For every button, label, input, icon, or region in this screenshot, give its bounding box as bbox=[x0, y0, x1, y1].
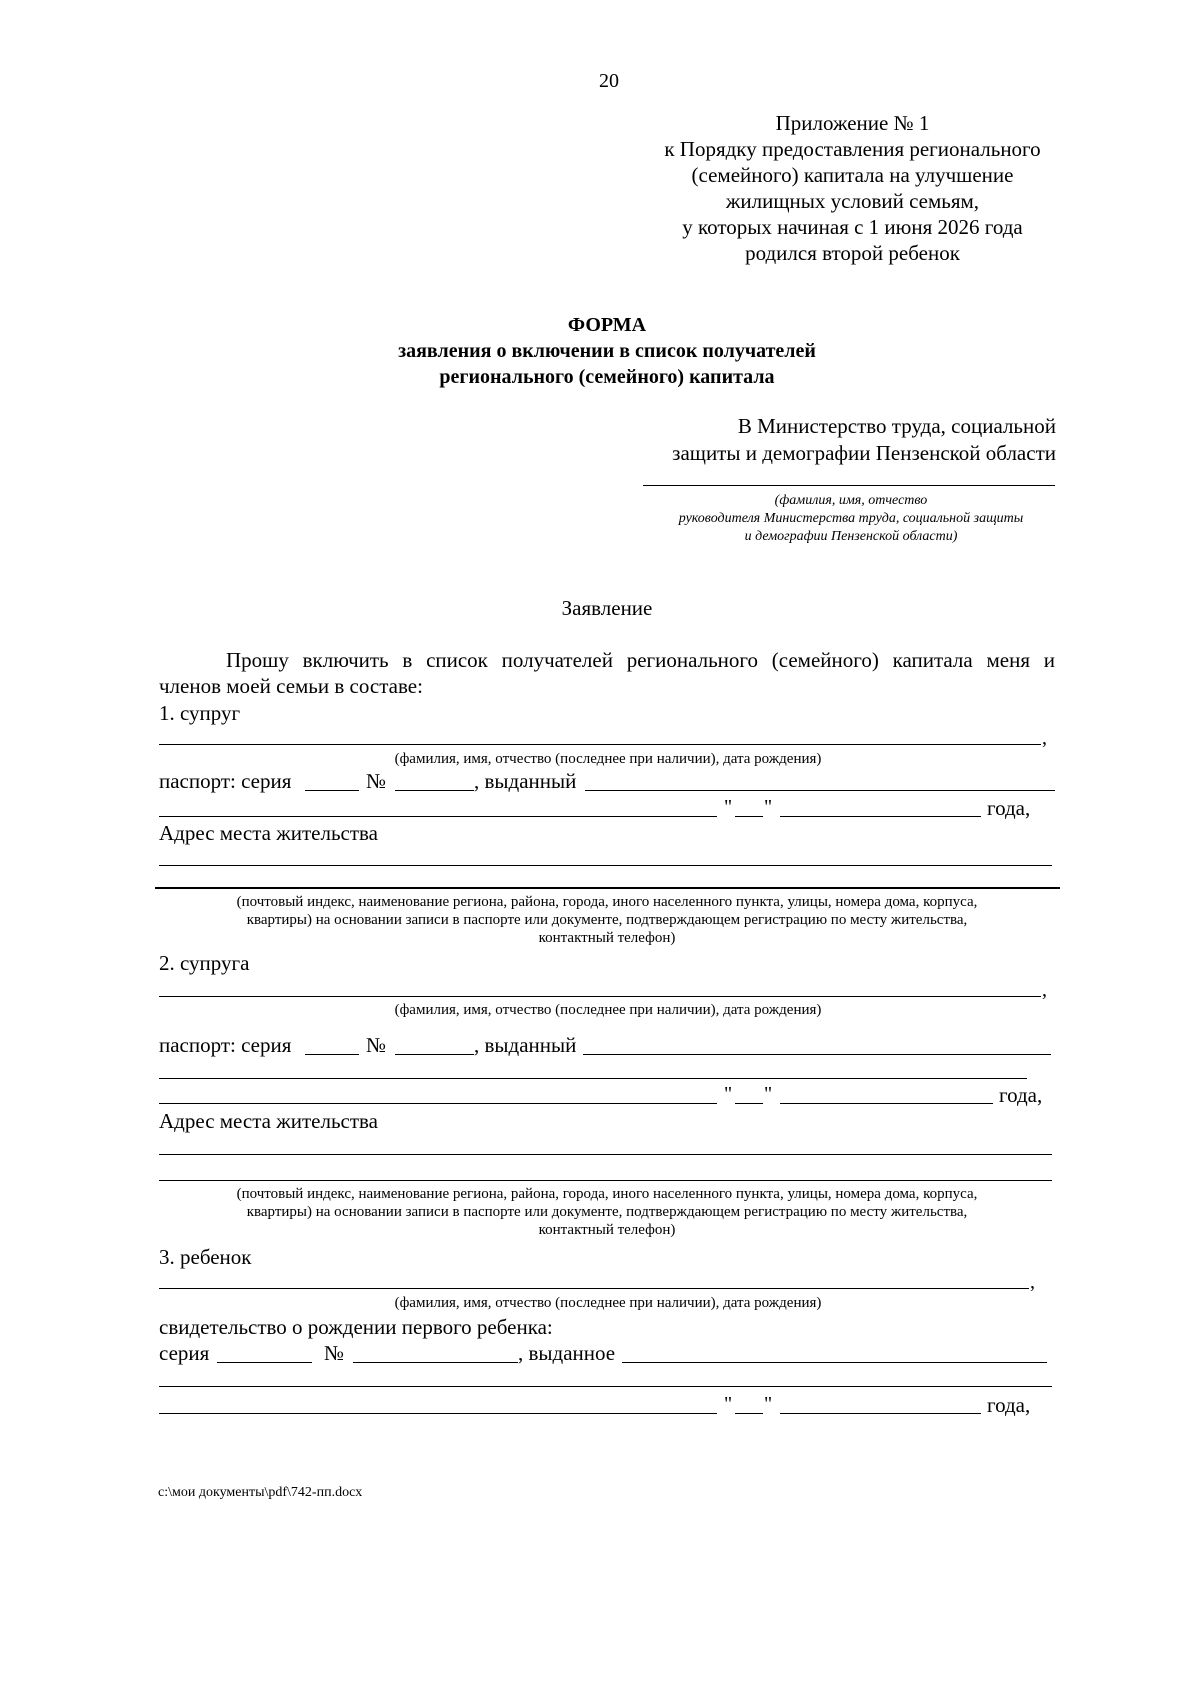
member1-series-field[interactable] bbox=[305, 790, 359, 791]
member2-number-field[interactable] bbox=[395, 1054, 474, 1055]
member3-series-field[interactable] bbox=[217, 1362, 312, 1363]
member3-day-field[interactable] bbox=[735, 1413, 763, 1414]
member1-num-sign: № bbox=[366, 769, 387, 793]
member1-passport-label: паспорт: серия bbox=[159, 769, 292, 793]
member2-series-field[interactable] bbox=[305, 1054, 359, 1055]
member2-address-note2: квартиры) на основании записи в паспорте или документе, подтверждающем регистрацию по месту жительства, bbox=[246, 1204, 968, 1220]
member2-issued-label: , выданный bbox=[474, 1033, 577, 1057]
addressee-note2: руководителя Министерства труда, социальной защиты bbox=[678, 511, 1024, 526]
member2-issued-field-2[interactable] bbox=[159, 1078, 1027, 1079]
member1-issued-field-2[interactable] bbox=[159, 816, 717, 817]
member1-issued-label: , выданный bbox=[474, 769, 577, 793]
member2-label: 2. супруга bbox=[159, 951, 250, 975]
member2-passport-label: паспорт: серия bbox=[159, 1033, 292, 1057]
member2-quote-close: " bbox=[764, 1083, 773, 1105]
member2-comma: , bbox=[1042, 979, 1047, 1001]
member2-year-label: года, bbox=[999, 1083, 1043, 1107]
member1-fio-note: (фамилия, имя, отчество (последнее при наличии), дата рождения) bbox=[394, 751, 822, 767]
member3-fio-note: (фамилия, имя, отчество (последнее при наличии), дата рождения) bbox=[394, 1295, 822, 1311]
addressee-line1: В Министерство труда, социальной bbox=[737, 414, 1056, 438]
member2-quote-open: " bbox=[724, 1083, 733, 1105]
statement-para-line2: членов моей семьи в составе: bbox=[159, 674, 423, 698]
member2-address-note3: контактный телефон) bbox=[538, 1222, 676, 1238]
member1-quote-close: " bbox=[764, 796, 773, 818]
member3-issued-label: , выданное bbox=[518, 1341, 616, 1365]
member2-issued-field[interactable] bbox=[583, 1054, 1051, 1055]
member2-address-note1: (почтовый индекс, наименование региона, района, города, иного населенного пункта, улицы, номера дома, корпуса, bbox=[236, 1186, 978, 1202]
member2-address-label: Адрес места жительства bbox=[159, 1109, 378, 1133]
member1-month-year-field[interactable] bbox=[780, 816, 981, 817]
member3-year-label: года, bbox=[987, 1393, 1031, 1417]
member1-label: 1. супруг bbox=[159, 701, 241, 725]
member1-address-line2[interactable] bbox=[155, 887, 1060, 889]
addressee-note1: (фамилия, имя, отчество bbox=[774, 493, 928, 508]
member3-number-field[interactable] bbox=[353, 1362, 518, 1363]
member3-issued-field-3[interactable] bbox=[159, 1413, 717, 1414]
footer-file-path: c:\мои документы\pdf\742-пп.docx bbox=[158, 1485, 363, 1500]
appendix-line: родился второй ребенок bbox=[745, 241, 960, 265]
member3-quote-open: " bbox=[724, 1393, 733, 1415]
member3-month-year-field[interactable] bbox=[780, 1413, 981, 1414]
member1-comma: , bbox=[1042, 727, 1047, 749]
member3-comma: , bbox=[1030, 1271, 1035, 1293]
statement-para-line1: Прошу включить в список получателей регионального (семейного) капитала меня и bbox=[226, 648, 1055, 672]
appendix-line: Приложение № 1 bbox=[775, 111, 930, 135]
member3-issued-field-2[interactable] bbox=[159, 1386, 1052, 1387]
member2-address-line2[interactable] bbox=[159, 1180, 1052, 1181]
page-number: 20 bbox=[599, 70, 619, 92]
addressee-line2: защиты и демографии Пензенской области bbox=[672, 441, 1056, 465]
member1-address-line1[interactable] bbox=[159, 865, 1052, 866]
member3-num-sign: № bbox=[324, 1341, 345, 1365]
member1-address-note1: (почтовый индекс, наименование региона, района, города, иного населенного пункта, улицы, номера дома, корпуса, bbox=[236, 894, 978, 910]
member2-address-line1[interactable] bbox=[159, 1154, 1052, 1155]
member2-day-field[interactable] bbox=[735, 1103, 763, 1104]
member3-fio-line[interactable] bbox=[159, 1288, 1029, 1289]
member2-month-year-field[interactable] bbox=[780, 1103, 993, 1104]
member2-issued-field-3[interactable] bbox=[159, 1103, 717, 1104]
appendix-line: у которых начиная с 1 июня 2026 года bbox=[682, 215, 1023, 239]
statement-title: Заявление bbox=[561, 596, 653, 620]
member3-series-label: серия bbox=[159, 1341, 210, 1365]
addressee-note3: и демографии Пензенской области) bbox=[744, 529, 958, 544]
member3-quote-close: " bbox=[764, 1393, 773, 1415]
form-subtitle-line2: регионального (семейного) капитала bbox=[439, 366, 775, 388]
birth-cert-label: свидетельство о рождении первого ребенка: bbox=[159, 1315, 553, 1339]
member3-issued-field[interactable] bbox=[622, 1362, 1047, 1363]
member2-fio-note: (фамилия, имя, отчество (последнее при наличии), дата рождения) bbox=[394, 1002, 822, 1018]
member1-day-field[interactable] bbox=[735, 816, 763, 817]
appendix-block bbox=[645, 113, 1060, 269]
member1-year-label: года, bbox=[987, 796, 1031, 820]
member2-num-sign: № bbox=[366, 1033, 387, 1057]
member3-label: 3. ребенок bbox=[159, 1245, 252, 1269]
member1-address-label: Адрес места жительства bbox=[159, 821, 378, 845]
form-title: ФОРМА bbox=[567, 314, 647, 336]
member1-address-note2: квартиры) на основании записи в паспорте или документе, подтверждающем регистрацию по месту жительства, bbox=[246, 912, 968, 928]
member1-issued-field[interactable] bbox=[585, 790, 1055, 791]
member1-number-field[interactable] bbox=[395, 790, 474, 791]
appendix-line: жилищных условий семьям, bbox=[725, 189, 980, 213]
form-subtitle-line1: заявления о включении в список получателей bbox=[398, 340, 816, 362]
addressee-fill-line[interactable] bbox=[643, 485, 1055, 486]
member1-fio-line[interactable] bbox=[159, 744, 1041, 745]
appendix-line: (семейного) капитала на улучшение bbox=[691, 163, 1014, 187]
member1-address-note3: контактный телефон) bbox=[538, 930, 676, 946]
member2-fio-line[interactable] bbox=[159, 996, 1041, 997]
member1-quote-open: " bbox=[724, 796, 733, 818]
appendix-line: к Порядку предоставления регионального bbox=[664, 137, 1041, 161]
